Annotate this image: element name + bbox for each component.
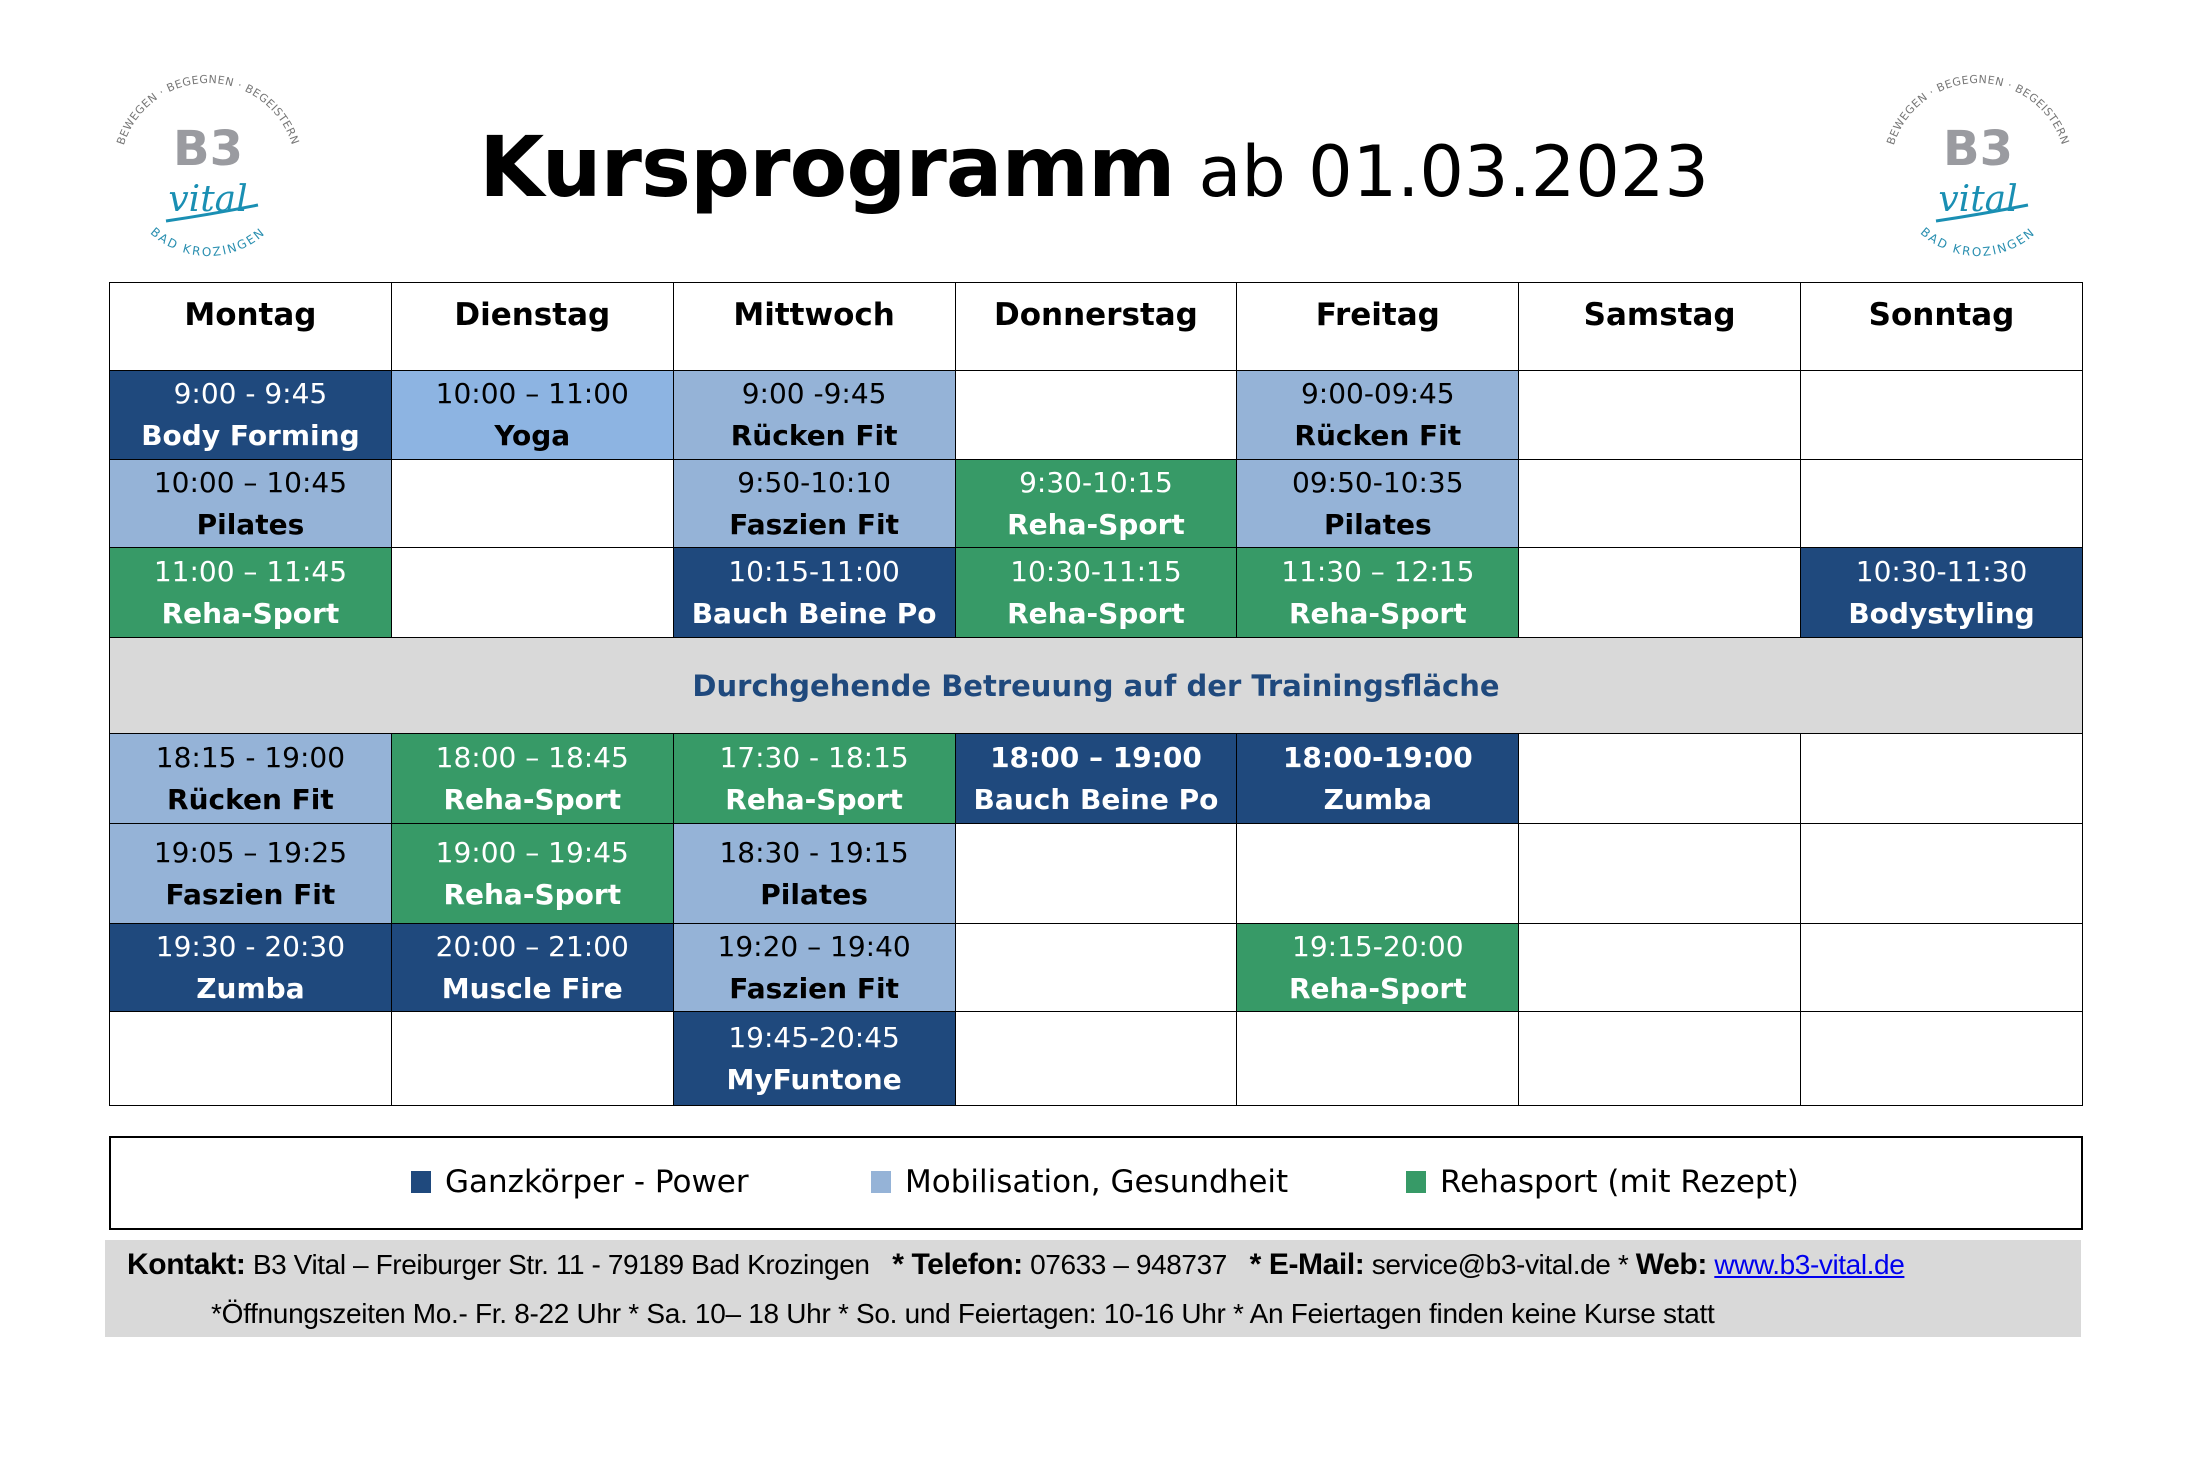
opening-hours: *Öffnungszeiten Mo.- Fr. 8-22 Uhr * Sa. 10– 18 Uhr * So. und Feiertagen: 10-16 Uhr * An Feiertagen finden keine Kurse statt: [211, 1298, 1715, 1329]
course-name: Muscle Fire: [441, 971, 623, 1005]
page-title: [0, 118, 2188, 216]
course-time: 10:00 – 11:00: [435, 377, 629, 410]
legend: [109, 1136, 2083, 1230]
logo-mark: B3: [1943, 121, 2013, 177]
course-cell: [673, 824, 955, 924]
empty-cell: [1801, 460, 2083, 548]
legend-swatch: [411, 1171, 431, 1193]
empty-cell: [1237, 1012, 1519, 1106]
schedule-row: [110, 1012, 2083, 1106]
course-time: 9:30-10:15: [1019, 465, 1173, 499]
course-cell: [391, 371, 673, 460]
schedule-row: [110, 824, 2083, 924]
course-time: 18:00-19:00: [1282, 740, 1473, 774]
logo-script: vital: [1938, 179, 2018, 220]
course-time: 11:00 – 11:45: [153, 554, 348, 588]
course-cell: [110, 924, 392, 1012]
course-time: 09:50-10:35: [1292, 465, 1464, 499]
course-cell: [110, 460, 392, 548]
course-cell: [110, 824, 392, 924]
course-cell: [110, 548, 392, 638]
empty-cell: [955, 924, 1237, 1012]
course-time: 9:00 -9:45: [741, 377, 887, 410]
course-time: 18:00 – 18:45: [435, 740, 629, 774]
title-date: ab 01.03.2023: [1198, 131, 1709, 213]
course-time: 10:15-11:00: [728, 554, 900, 588]
course-time: 19:20 – 19:40: [717, 929, 911, 963]
legend-swatch: [871, 1171, 891, 1193]
course-cell: [673, 371, 955, 460]
course-name: Faszien Fit: [165, 877, 336, 911]
course-time: 10:30-11:30: [1855, 554, 2028, 588]
email-label: * E-Mail:: [1241, 1248, 1365, 1281]
course-cell: [1237, 460, 1519, 548]
course-cell: [673, 548, 955, 638]
empty-cell: [1519, 460, 1801, 548]
schedule-row: [110, 460, 2083, 548]
course-name: Reha-Sport: [1007, 596, 1185, 630]
schedule-row: [110, 371, 2083, 460]
day-header-donnerstag: Donnerstag: [955, 283, 1237, 371]
empty-cell: [391, 548, 673, 638]
empty-cell: [1801, 371, 2083, 460]
course-time: 19:30 - 20:30: [155, 929, 346, 963]
course-cell: [1237, 924, 1519, 1012]
course-cell: [673, 924, 955, 1012]
day-header-montag: Montag: [110, 283, 392, 371]
phone-label: * Telefon:: [884, 1248, 1023, 1281]
schedule-row: [110, 548, 2083, 638]
course-time: 11:30 – 12:15: [1281, 554, 1475, 588]
day-header-samstag: Samstag: [1519, 283, 1801, 371]
contact-label: Kontakt:: [127, 1248, 246, 1281]
logo-arc-bottom: BAD KROZINGEN: [147, 224, 269, 259]
day-header-mittwoch: Mittwoch: [673, 283, 955, 371]
supervision-banner-row: [110, 638, 2083, 734]
course-cell: [673, 460, 955, 548]
empty-cell: [955, 371, 1237, 460]
course-time: 19:00 – 19:45: [435, 835, 629, 869]
course-time: 18:30 - 19:15: [719, 835, 909, 869]
logo-arc-top: BEWEGEN · BEGEGNEN · BEGEISTERN: [114, 72, 302, 147]
course-time: 9:50-10:10: [737, 465, 891, 499]
empty-cell: [955, 1012, 1237, 1106]
logo-mark: B3: [173, 121, 243, 177]
course-name: Bauch Beine Po: [691, 596, 937, 630]
empty-cell: [1801, 734, 2083, 824]
course-name: Pilates: [760, 877, 868, 911]
empty-cell: [391, 460, 673, 548]
contact-address: B3 Vital – Freiburger Str. 11 - 79189 Bad Krozingen: [245, 1249, 885, 1280]
empty-cell: [391, 1012, 673, 1106]
website-link[interactable]: www.b3-vital.de: [1714, 1249, 1905, 1280]
course-cell: [955, 734, 1237, 824]
empty-cell: [1519, 824, 1801, 924]
schedule-row: [110, 734, 2083, 824]
course-cell: [391, 824, 673, 924]
course-name: Reha-Sport: [1007, 507, 1185, 541]
course-name: Reha-Sport: [161, 596, 340, 630]
course-cell: [1801, 548, 2083, 638]
course-time: 10:00 – 10:45: [153, 465, 348, 499]
empty-cell: [110, 1012, 392, 1106]
empty-cell: [1801, 924, 2083, 1012]
course-cell: [955, 548, 1237, 638]
course-time: 9:00 - 9:45: [173, 377, 328, 410]
course-cell: [1237, 734, 1519, 824]
phone-number: 07633 – 948737: [1022, 1249, 1242, 1280]
empty-cell: [1519, 548, 1801, 638]
course-name: Zumba: [196, 971, 305, 1005]
legend-label: Mobilisation, Gesundheit: [905, 1164, 1289, 1200]
course-name: Reha-Sport: [1288, 596, 1467, 630]
course-cell: [673, 734, 955, 824]
legend-item-ganzkoerper: [411, 1164, 749, 1200]
logo-arc-top: BEWEGEN · BEGEGNEN · BEGEISTERN: [1884, 72, 2072, 147]
course-name: Rücken Fit: [167, 782, 334, 816]
empty-cell: [955, 824, 1237, 924]
course-name: Pilates: [1323, 507, 1432, 541]
course-name: Faszien Fit: [729, 971, 899, 1005]
course-time: 17:30 - 18:15: [719, 740, 909, 774]
empty-cell: [1519, 734, 1801, 824]
course-cell: [955, 460, 1237, 548]
day-header-dienstag: Dienstag: [391, 283, 673, 371]
course-time: 19:15-20:00: [1292, 929, 1464, 963]
course-name: Zumba: [1323, 782, 1432, 816]
course-name: Faszien Fit: [729, 507, 899, 541]
course-name: Rücken Fit: [730, 419, 898, 452]
course-name: Body Forming: [141, 419, 360, 452]
empty-cell: [1801, 824, 2083, 924]
course-time: 20:00 – 21:00: [435, 929, 629, 963]
course-name: MyFuntone: [726, 1062, 902, 1096]
course-time: 19:45-20:45: [728, 1020, 900, 1054]
course-name: Pilates: [196, 507, 305, 541]
email-address[interactable]: service@b3-vital.de *: [1364, 1249, 1636, 1280]
empty-cell: [1237, 824, 1519, 924]
course-name: Reha-Sport: [443, 782, 622, 816]
course-time: 18:00 – 19:00: [990, 740, 1202, 774]
legend-item-rehasport: [1406, 1164, 1799, 1200]
day-header-freitag: Freitag: [1237, 283, 1519, 371]
day-header-row: [110, 283, 2083, 371]
course-cell: [673, 1012, 955, 1106]
course-time: 10:30-11:15: [1010, 554, 1182, 588]
day-header-sonntag: Sonntag: [1801, 283, 2083, 371]
course-name: Bauch Beine Po: [973, 782, 1219, 816]
course-cell: [110, 371, 392, 460]
empty-cell: [1519, 371, 1801, 460]
course-cell: [391, 734, 673, 824]
legend-item-mobilisation: [871, 1164, 1288, 1200]
course-cell: [1237, 548, 1519, 638]
course-name: Reha-Sport: [443, 877, 622, 911]
logo-script: vital: [168, 179, 248, 220]
legend-label: Ganzkörper - Power: [445, 1164, 749, 1200]
course-name: Rücken Fit: [1294, 419, 1462, 452]
legend-label: Rehasport (mit Rezept): [1440, 1164, 1799, 1200]
course-name: Yoga: [494, 419, 571, 452]
course-time: 19:05 – 19:25: [153, 835, 348, 869]
empty-cell: [1801, 1012, 2083, 1106]
course-name: Bodystyling: [1848, 596, 2035, 630]
course-cell: [110, 734, 392, 824]
course-cell: [1237, 371, 1519, 460]
title-main: Kursprogramm: [479, 118, 1175, 216]
web-label: Web:: [1635, 1248, 1707, 1281]
contact-line: [127, 1248, 1904, 1282]
course-name: Reha-Sport: [1288, 971, 1467, 1005]
logo-arc-bottom: BAD KROZINGEN: [1917, 224, 2039, 259]
legend-swatch: [1406, 1171, 1426, 1193]
course-cell: [391, 924, 673, 1012]
course-time: 9:00-09:45: [1300, 377, 1455, 410]
contact-footer: [105, 1240, 2081, 1337]
empty-cell: [1519, 924, 1801, 1012]
empty-cell: [1519, 1012, 1801, 1106]
schedule-row: [110, 924, 2083, 1012]
supervision-banner: Durchgehende Betreuung auf der Trainingsfläche: [110, 638, 2083, 734]
course-time: 18:15 - 19:00: [155, 740, 346, 774]
schedule-table: [109, 282, 2083, 1106]
course-name: Reha-Sport: [725, 782, 903, 816]
